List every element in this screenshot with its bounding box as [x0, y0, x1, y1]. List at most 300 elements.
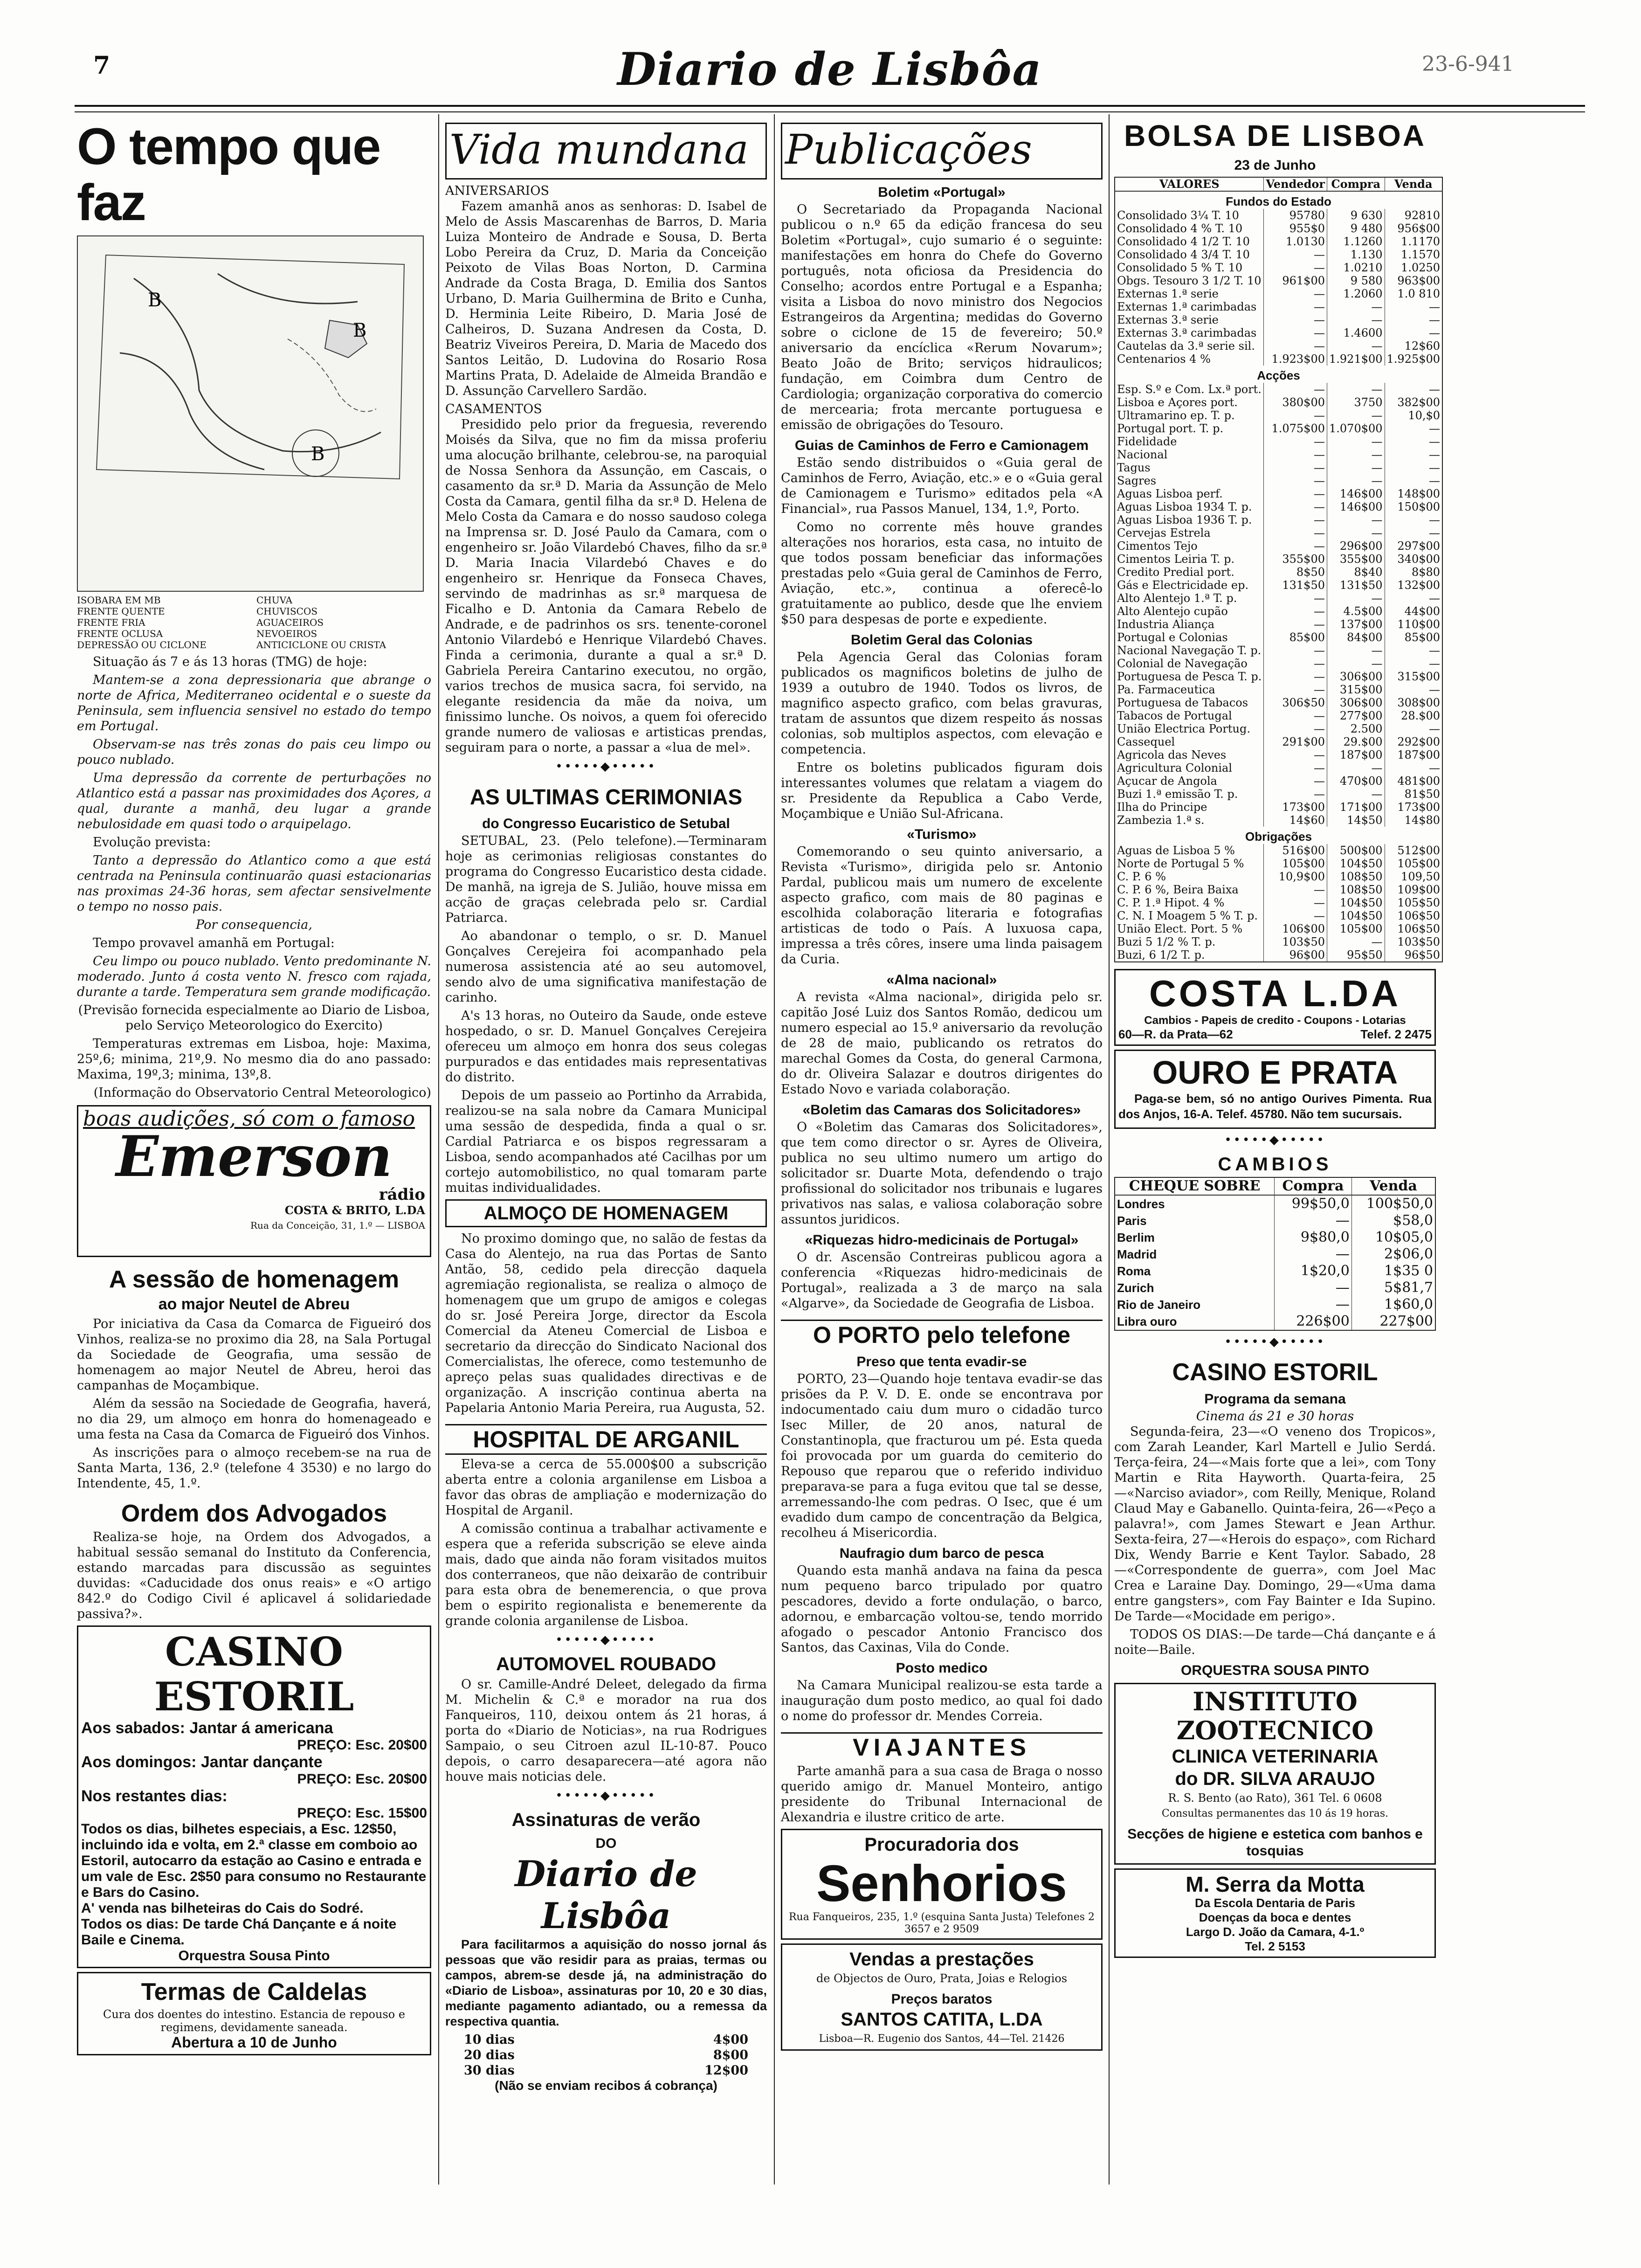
security-sell: 148$00 — [1385, 487, 1442, 500]
table-row — [1115, 448, 1442, 461]
casino-ad — [77, 1625, 431, 1968]
procuradoria-brand: Senhorios — [816, 1855, 1067, 1912]
security-value: — — [1264, 909, 1327, 922]
security-sell: — — [1385, 300, 1442, 313]
security-value: 8$50 — [1264, 566, 1327, 579]
publicacoes-header — [781, 123, 1103, 180]
security-sell: 150$00 — [1385, 500, 1442, 513]
table-row — [1115, 539, 1442, 553]
costa-phone: Telef. 2 2475 — [1360, 1027, 1432, 1041]
column-weather — [77, 119, 431, 2180]
costa-ad — [1114, 969, 1436, 1046]
price-period: 10 dias — [464, 2033, 515, 2047]
motta-line: Doenças da boca e dentes — [1199, 1910, 1351, 1924]
publicacoes-title: Publicações — [785, 125, 1032, 173]
table-row — [1115, 948, 1442, 962]
table-row — [1115, 383, 1442, 396]
ouro-prata-text: Paga-se bem, só no antigo Ourives Pimenta. Rua dos Anjos, 16-A. Telef. 45780. Não tem sucursais. — [1118, 1092, 1432, 1121]
security-value: 380$00 — [1264, 396, 1327, 409]
table-row — [1115, 1195, 1435, 1212]
security-buy: 315$00 — [1327, 683, 1385, 696]
security-sell: — — [1385, 644, 1442, 657]
table-row — [1115, 683, 1442, 696]
security-buy: 108$50 — [1327, 883, 1385, 896]
ultimas-paragraph: Ao abandonar o templo, o sr. D. Manuel Gonçalves Cerejeira foi acompanhado pela numerosa assistencia até ao seu automovel, sendo alvo de uma significativa manifestação de carinho. — [445, 929, 767, 1005]
aniversarios-heading: ANIVERSARIOS — [445, 184, 549, 198]
table-row — [1115, 748, 1442, 761]
security-name: C. P. 1.ª Hipot. 4 % — [1115, 896, 1264, 909]
security-buy: 8$40 — [1327, 566, 1385, 579]
casino-estoril-orchestra: ORQUESTRA SOUSA PINTO — [1181, 1663, 1369, 1678]
table-row — [1115, 248, 1442, 261]
table-row — [1115, 696, 1442, 709]
security-name: Lisboa e Açores port. — [1115, 396, 1264, 409]
boletim-portugal-paragraph: O Secretariado da Propaganda Nacional publicou o n.º 65 da edição francesa do seu Boletim «Portugal», cujo sumario é o seguinte: manifestações em honra do Chefe do Governo português, nota oficiosa da Presidencia do Conselho; acordos entre Portugal e a Espanha; visita a Lisboa do novo ministro dos Negocios Estrangeiros da Argentina; medidas do Governo sobre o ciclone de 15 de fevereiro; 50.º aniversario da encíclica «Rerum Novarum»; Beato João de Brito; serviços hidraulicos; fundação, em Coimbra dum Centro de Cardiologia; organização corporativa do comercio de mercearia; frota mercante portuguesa e emissão de obrigações do Tesouro. — [781, 202, 1103, 432]
currency-buy: 99$50,0 — [1275, 1195, 1352, 1212]
column-rule — [1109, 114, 1110, 2185]
security-name: União Elect. Port. 5 % — [1115, 922, 1264, 935]
table-row — [1115, 487, 1442, 500]
security-value: 103$50 — [1264, 935, 1327, 948]
security-value: — — [1264, 313, 1327, 326]
weather-forecast: Ceu limpo ou pouco nublado. Vento predominante N. moderado. Junto á costa vento N. fresco com rajada, durante a tarde. Temperatura sem grande modificação. — [77, 954, 431, 999]
security-name: Nacional Navegação T. p. — [1115, 644, 1264, 657]
table-row — [1115, 631, 1442, 644]
security-buy: 9 480 — [1327, 222, 1385, 235]
security-buy: 470$00 — [1327, 774, 1385, 788]
security-sell: 132$00 — [1385, 579, 1442, 592]
security-sell: 308$00 — [1385, 696, 1442, 709]
security-buy: 9 630 — [1327, 209, 1385, 222]
currency-sell: 1$60,0 — [1351, 1296, 1435, 1313]
security-value: — — [1264, 618, 1327, 631]
col-header: Compra — [1327, 177, 1385, 191]
weather-paragraph: Tanto a depressão do Atlantico como a que está centrada na Peninsula continuarão quasi estacionarias nas proximas 24-36 horas, sem afectar sensivelmente o tempo no nosso pais. — [77, 853, 431, 914]
security-sell: 105$00 — [1385, 857, 1442, 870]
security-value: — — [1264, 592, 1327, 605]
termas-opening: Abertura a 10 de Junho — [171, 2034, 337, 2051]
sessao-paragraph: Por iniciativa da Casa da Comarca de Figueiró dos Vinhos, realiza-se no proximo dia 28, na Sala Portugal da Sociedade de Geografia, uma sessão de homenagem ao major Neutel de Abreu, heroi das campanhas de Moçambique. — [77, 1317, 431, 1393]
posto-medico-paragraph: Na Camara Municipal realizou-se esta tarde a inauguração dum posto medico, ao qual foi dado o nome do professor dr. Mendes Correia. — [781, 1678, 1103, 1723]
table-row — [1115, 209, 1442, 222]
casino-line: Todos os dias, bilhetes especiais, a Esc. 12$50, incluindo ida e volta, em 2.ª classe em comboio ao Estoril, autocarro da estação ao Casino e entrada e um vale de Esc. 2$50 para consumo no Restaurante e Bars do Casino. — [81, 1821, 427, 1900]
security-buy: 4.5$00 — [1327, 605, 1385, 618]
security-buy: 108$50 — [1327, 870, 1385, 883]
legend-item: FRENTE FRIA — [77, 617, 145, 628]
termas-text: Cura dos doentes do intestino. Estancia de repouso e regimens, devidamente saneada. — [103, 2008, 406, 2034]
security-value: 1.0130 — [1264, 235, 1327, 248]
legend-item: ANTICICLONE OU CRISTA — [256, 639, 386, 650]
cambios-table — [1114, 1177, 1436, 1331]
table-row — [1115, 461, 1442, 474]
table-row — [1115, 814, 1442, 827]
security-value: 955$0 — [1264, 222, 1327, 235]
security-name: Gás e Electricidade ep. — [1115, 579, 1264, 592]
security-name: Alto Alentejo 1.ª T. p. — [1115, 592, 1264, 605]
termas-title: Termas de Caldelas — [141, 1978, 367, 2005]
turismo-paragraph: Comemorando o seu quinto aniversario, a Revista «Turismo», dirigida pelo sr. Antonio Pardal, publicou mais um numero de excelente aspecto grafico, com mais de 80 paginas e escolhida colaboração literaria e fotografias artisticas de todo o País. A luxuosa capa, impressa a três côres, insere uma linda paisagem da Curia. — [781, 844, 1103, 967]
emerson-radio: rádio — [379, 1185, 425, 1204]
table-row — [1115, 422, 1442, 435]
weather-situation: Situação ás 7 e ás 13 horas (TMG) de hoje: — [93, 655, 367, 669]
security-name: Aguas Lisboa perf. — [1115, 487, 1264, 500]
security-value: — — [1264, 774, 1327, 788]
security-name: Portugal port. T. p. — [1115, 422, 1264, 435]
table-row — [1115, 1296, 1435, 1313]
alma-nacional-paragraph: A revista «Alma nacional», dirigida pelo sr. capitão José Luiz dos Santos Romão, dedicou um numero especial ao 15.º aniversario da revolução de 28 de maio, publicando os retratos do marechal Gomes da Costa, do general Carmona, do dr. Oliveira Salazar e doutros dirigentes do Estado Novo e variada colaboração. — [781, 990, 1103, 1097]
security-buy: — — [1327, 657, 1385, 670]
security-value: — — [1264, 474, 1327, 487]
vendas-prices: Preços baratos — [891, 1991, 993, 2007]
security-value: — — [1264, 670, 1327, 683]
table-row — [1115, 857, 1442, 870]
security-sell: — — [1385, 657, 1442, 670]
security-buy: 105$00 — [1327, 922, 1385, 935]
currency-name: Londres — [1115, 1195, 1275, 1212]
instituto-doctor: do DR. SILVA ARAUJO — [1175, 1769, 1375, 1789]
table-row — [1115, 592, 1442, 605]
table-row — [1115, 896, 1442, 909]
security-value: — — [1264, 326, 1327, 339]
emerson-slogan: boas audições, só com o famoso — [83, 1107, 415, 1131]
cambios-table-header — [1115, 1177, 1435, 1195]
security-buy: 9 580 — [1327, 274, 1385, 287]
security-name: Fidelidade — [1115, 435, 1264, 448]
security-name: Externas 1.ª carimbadas — [1115, 300, 1264, 313]
column-rule — [774, 114, 775, 2185]
hospital-headline: HOSPITAL DE ARGANIL — [445, 1424, 767, 1455]
security-value: 1.923$00 — [1264, 353, 1327, 366]
table-row — [1115, 553, 1442, 566]
security-value: 105$00 — [1264, 857, 1327, 870]
advogados-headline: Ordem dos Advogados — [121, 1500, 387, 1527]
security-name: Cautelas da 3.ª serie sil. — [1115, 339, 1264, 353]
security-sell: 8$80 — [1385, 566, 1442, 579]
security-sell: 110$00 — [1385, 618, 1442, 631]
map-legend — [77, 595, 431, 650]
bolsa-table — [1114, 177, 1443, 962]
sessao-headline: A sessão de homenagem — [109, 1266, 400, 1293]
riquezas-heading: «Riquezas hidro-medicinais de Portugal» — [805, 1232, 1079, 1248]
price-row — [464, 2032, 748, 2047]
security-name: C. P. 6 % — [1115, 870, 1264, 883]
porto-headline: O PORTO pelo telefone — [781, 1320, 1103, 1349]
currency-buy: — — [1275, 1212, 1352, 1229]
table-row — [1115, 500, 1442, 513]
currency-name: Berlim — [1115, 1229, 1275, 1246]
guias-heading: Guias de Caminhos de Ferro e Camionagem — [794, 438, 1089, 453]
security-value: — — [1264, 500, 1327, 513]
table-row — [1115, 513, 1442, 526]
security-name: Externas 3.ª carimbadas — [1115, 326, 1264, 339]
col-header: VALORES — [1115, 177, 1264, 191]
security-value: 85$00 — [1264, 631, 1327, 644]
ultimas-paragraph: A's 13 horas, no Outeiro da Saude, onde esteve hospedado, o sr. D. Manuel Gonçalves Cerejeira ofereceu um almoço em honra dos seus colegas purpurados e das entidades mais representativas do distrito. — [445, 1009, 767, 1085]
isobar-line — [218, 274, 358, 304]
posto-medico-heading: Posto medico — [896, 1660, 988, 1676]
cambios-table-body — [1115, 1195, 1435, 1330]
ornament-divider: •••••◆••••• — [1224, 1133, 1326, 1147]
price-row — [464, 2063, 748, 2078]
legend-item: DEPRESSÃO OU CICLONE — [77, 639, 207, 650]
price-row — [464, 2047, 748, 2063]
vendas-title: Vendas a prestações — [849, 1949, 1034, 1970]
ouro-prata-ad — [1114, 1050, 1436, 1129]
motta-line: Da Escola Dentaria de Paris — [1195, 1896, 1355, 1910]
ornament-divider: •••••◆••••• — [555, 1633, 657, 1647]
legend-item: NEVOEIROS — [256, 628, 317, 639]
security-buy: 1.2060 — [1327, 287, 1385, 300]
table-row — [1115, 735, 1442, 748]
table-section-row — [1115, 366, 1442, 383]
assinaturas-paper: Diario de Lisbôa — [515, 1853, 697, 1936]
instituto-ad — [1114, 1683, 1436, 1865]
boletim-camaras-paragraph: O «Boletim das Camaras dos Solicitadores», que tem como director o sr. Ayres de Oliveira, publica no seu ultimo numero um artigo do solicitador sr. Duarte Mota, defendendo o trajo profissional do solicitador nos tribunais e lugares privativos nas salas, e valiosa colaboração sobre assuntos juridicos. — [781, 1120, 1103, 1227]
security-sell: 1.0 810 — [1385, 287, 1442, 300]
security-sell: 173$00 — [1385, 801, 1442, 814]
currency-sell: 100$50,0 — [1351, 1195, 1435, 1212]
ornament-divider: •••••◆••••• — [1224, 1335, 1326, 1349]
table-section-heading: Fundos do Estado — [1115, 191, 1442, 209]
security-sell: — — [1385, 326, 1442, 339]
security-name: Portuguesa de Tabacos — [1115, 696, 1264, 709]
table-row — [1115, 761, 1442, 774]
table-row — [1115, 287, 1442, 300]
table-row — [1115, 670, 1442, 683]
security-name: Consolidado 4 3/4 T. 10 — [1115, 248, 1264, 261]
security-buy: — — [1327, 383, 1385, 396]
guias-paragraph: Como no corrente mês houve grandes alterações nos horarios, esta casa, no intuito de que todos possam beneficiar das informações prestadas pelo «Guia geral de Caminhos de Ferro, Aviação, etc.», continua a oferecê-lo gratuitamente ao publico, desde que lhe enviem $50 para despesas de porte e expediente. — [781, 520, 1103, 627]
currency-sell: 1$35 0 — [1351, 1263, 1435, 1279]
security-value: — — [1264, 461, 1327, 474]
security-buy: 1.921$00 — [1327, 353, 1385, 366]
security-name: Externas 3.ª serie — [1115, 313, 1264, 326]
security-buy: 95$50 — [1327, 948, 1385, 962]
casino-estoril-todos: TODOS OS DIAS:—De tarde—Chá dançante e á noite—Baile. — [1114, 1627, 1436, 1657]
security-value: — — [1264, 513, 1327, 526]
security-value: 291$00 — [1264, 735, 1327, 748]
instituto-clinic: CLINICA VETERINARIA — [1172, 1746, 1379, 1767]
instituto-sections: Secções de higiene e estetica com banhos e tosquias — [1127, 1826, 1423, 1859]
isobar-line — [120, 353, 264, 470]
aniversarios-paragraph: Fazem amanhã anos as senhoras: D. Isabel de Melo de Assis Mascarenhas de Barros, D. Maria Luiza Monteiro de Andrade e Sousa, D. Berta Lobo Pereira da Cruz, D. Maria da Conceição Peixoto de Vilas Boas Norton, D. Carmina Andrade da Costa Braga, D. Emilia dos Santos Urbano, D. Maria Guilhermina de Brito e Cunha, D. Herminia Leite Ribeiro, D. Maria José de Calheiros, D. Suzana Andresen da Costa, D. Beatriz Viveiros Pereira, D. Maria de Macedo dos Santos Leitão, D. Ludovina do Rosario Rosa Martins Prata, D. Adelaide de Almeida Brandão e D. Assunção Carvellero Sardão. — [445, 199, 767, 398]
ornament-divider: •••••◆••••• — [555, 760, 657, 774]
security-buy: — — [1327, 448, 1385, 461]
table-row — [1115, 409, 1442, 422]
security-buy: 14$50 — [1327, 814, 1385, 827]
security-buy: 29.$00 — [1327, 735, 1385, 748]
table-row — [1115, 313, 1442, 326]
col-header: Venda — [1351, 1177, 1435, 1195]
casino-line: Aos domingos: Jantar dançante — [81, 1753, 323, 1771]
security-name: União Electrica Portug. — [1115, 722, 1264, 735]
table-row — [1115, 605, 1442, 618]
security-sell: 956$00 — [1385, 222, 1442, 235]
security-value: — — [1264, 339, 1327, 353]
security-name: Ilha do Principe — [1115, 801, 1264, 814]
security-name: Buzi, 6 1/2 T. p. — [1115, 948, 1264, 962]
sessao-subheadline: ao major Neutel de Abreu — [158, 1295, 350, 1313]
security-buy: 500$00 — [1327, 844, 1385, 857]
legend-item: FRENTE QUENTE — [77, 606, 165, 617]
security-name: Obgs. Tesouro 3 1/2 T. 10 — [1115, 274, 1264, 287]
masthead-rule — [75, 105, 1585, 112]
sessao-paragraph: As inscrições para o almoço recebem-se na rua de Santa Marta, 136, 2.º (telefone 4 3530) e no largo do Intendente, 45, 1.º. — [77, 1445, 431, 1491]
security-buy: 1.4600 — [1327, 326, 1385, 339]
vida-mundana-header — [445, 123, 767, 180]
security-buy: — — [1327, 461, 1385, 474]
guias-paragraph: Estão sendo distribuidos o «Guia geral de Caminhos de Ferro, Aviação, etc.» e o «Guia geral de Camionagem e Turismo» editados pela «A Financial», rua Passos Manuel, 134, 1.º, Porto. — [781, 456, 1103, 516]
table-row — [1115, 801, 1442, 814]
security-value: — — [1264, 448, 1327, 461]
security-buy: 3750 — [1327, 396, 1385, 409]
security-sell: 96$50 — [1385, 948, 1442, 962]
security-name: Agricola das Neves — [1115, 748, 1264, 761]
security-buy: — — [1327, 761, 1385, 774]
security-buy: 1.130 — [1327, 248, 1385, 261]
weather-consequence: Por consequencia, — [196, 918, 312, 932]
security-name: C. P. 6 %, Beira Baixa — [1115, 883, 1264, 896]
table-row — [1115, 1263, 1435, 1279]
procuradoria-address: Rua Fanqueiros, 235, 1.º (esquina Santa Justa) Telefones 2 3657 e 2 9509 — [788, 1911, 1095, 1935]
table-row — [1115, 1212, 1435, 1229]
weather-map-drawing — [78, 236, 423, 591]
table-row — [1115, 774, 1442, 788]
security-buy: 1.0210 — [1327, 261, 1385, 274]
security-sell: — — [1385, 722, 1442, 735]
security-buy: — — [1327, 788, 1385, 801]
security-value: — — [1264, 261, 1327, 274]
colonias-paragraph: Pela Agencia Geral das Colonias foram publicados os magnificos boletins de julho de 1939 a outubro de 1940. Todos os livros, de magnifico aspecto grafico, com belas gravuras, tratam de assuntos que dizem respeito ás nossas colonias, sob multiplos aspectos, com elevação e competencia. — [781, 650, 1103, 757]
costa-services: Cambios - Papeis de credito - Coupons - Lotarias — [1144, 1014, 1406, 1027]
security-sell: 315$00 — [1385, 670, 1442, 683]
table-row — [1115, 1229, 1435, 1246]
security-value: 131$50 — [1264, 579, 1327, 592]
table-row — [1115, 788, 1442, 801]
viajantes-paragraph: Parte amanhã para a sua casa de Braga o nosso querido amigo dr. Manuel Monteiro, antigo presidente do Tribunal Internacional de Alexandria e ilustre critico de arte. — [781, 1764, 1103, 1825]
instituto-title: INSTITUTO ZOOTECNICO — [1176, 1687, 1374, 1745]
security-sell: — — [1385, 526, 1442, 539]
security-buy: — — [1327, 339, 1385, 353]
table-row — [1115, 435, 1442, 448]
weather-paragraph: Mantem-se a zona depressionaria que abrange o norte de Africa, Mediterraneo ocidental e o sueste da Peninsula, sem influencia sensivel no estado do tempo em Portugal. — [77, 673, 431, 733]
security-buy: — — [1327, 409, 1385, 422]
security-name: Consolidado 3¼ T. 10 — [1115, 209, 1264, 222]
weather-source: (Previsão fornecida especialmente ao Diario de Lisboa, pelo Serviço Meteorologico do Exercito) — [78, 1003, 430, 1033]
security-buy: 306$00 — [1327, 696, 1385, 709]
table-row — [1115, 566, 1442, 579]
currency-sell: 227$00 — [1351, 1313, 1435, 1330]
legend-item: FRENTE OCLUSA — [77, 628, 163, 639]
casino-price: PREÇO: Esc. 15$00 — [297, 1805, 427, 1821]
security-name: Sagres — [1115, 474, 1264, 487]
weather-paragraph: Observam-se nas três zonas do pais ceu limpo ou pouco nublado. — [77, 737, 431, 767]
security-name: Cimentos Tejo — [1115, 539, 1264, 553]
security-sell: 1.0250 — [1385, 261, 1442, 274]
sessao-paragraph: Além da sessão na Sociedade de Geografia, haverá, no dia 29, um almoço em honra do homenageado e uma festa na Casa da Comarca de Figueiró dos Vinhos. — [77, 1397, 431, 1442]
currency-name: Madrid — [1115, 1246, 1275, 1263]
emerson-address: Rua da Conceição, 31, 1.º — LISBOA — [250, 1220, 425, 1231]
security-value: 14$60 — [1264, 814, 1327, 827]
casino-line: Todos os dias: De tarde Chá Dançante e á noite Baile e Cinema. — [81, 1916, 397, 1948]
casino-price: PREÇO: Esc. 20$00 — [297, 1771, 427, 1787]
ultimas-cerimonias-headline: AS ULTIMAS CERIMONIAS — [469, 785, 743, 809]
table-row — [1115, 1279, 1435, 1296]
table-section-row — [1115, 191, 1442, 209]
motta-line: Largo D. João da Camara, 4-1.º — [1186, 1925, 1365, 1939]
ornament-divider: •••••◆••••• — [555, 1789, 657, 1803]
emerson-brand: Emerson — [116, 1124, 393, 1189]
casamentos-paragraph: Presidido pelo prior da freguesia, reverendo Moisés da Silva, que no fim da missa proferiu uma alocução brilhante, celebrou-se, na paroquial de Nossa Senhora da Assunção, em Cascais, o casamento da sr.ª D. Maria da Assunção de Melo Costa da Camara, gentil filha da sr.ª D. Helena de Melo Costa da Camara e do nosso saudoso colega na Imprensa sr. D. José Paulo da Camara, com o engenheiro sr. João Vilardebó Chaves, filho da sr.ª D. Maria Inacia Vilardebó Chaves e do engenheiro sr. Henrique da Fonseca Chaves, servindo de madrinhas as sr.ª marquesa de Ficalho e D. Antonia da Camara Rebelo de Andrade, e de padrinhos os srs. tenente-coronel Antonio Vilardebó e Henrique Vilardebó Chaves. Finda a cerimonia, durante a qual a sr.ª D. Gabriela Pereira Cantarino executou, no orgão, varios trechos de musica sacra, foi servido, na elegante residencia da mãe da noiva, um finissimo lunche. Os noivos, a quem foi oferecido grande numero de valiosas e artisticas prendas, seguiram para o norte, a passar a «lua de mel». — [445, 417, 767, 755]
hospital-paragraph: A comissão continua a trabalhar activamente e espera que a referida subscrição se eleve ainda mais, dado que ainda não foram visitados muitos dos conterraneos, que não deixarão de contribuir para esta obra de benemerencia, o que prova bem o espirito regionalista e benemerente da grande colonia arganilense de Lisboa. — [445, 1521, 767, 1628]
weather-map — [77, 235, 424, 592]
instituto-address: R. S. Bento (ao Rato), 361 Tel. 6 0608 — [1168, 1791, 1382, 1805]
security-sell: 963$00 — [1385, 274, 1442, 287]
almoco-headline: ALMOÇO DE HOMENAGEM — [483, 1203, 729, 1224]
security-name: Portugal e Colonias — [1115, 631, 1264, 644]
security-name: Consolidado 5 % T. 10 — [1115, 261, 1264, 274]
currency-buy: 226$00 — [1275, 1313, 1352, 1330]
security-value: 106$00 — [1264, 922, 1327, 935]
almoco-header — [445, 1199, 767, 1227]
table-row — [1115, 300, 1442, 313]
price-period: 20 dias — [464, 2048, 515, 2062]
security-value: — — [1264, 300, 1327, 313]
casino-estoril-title: CASINO ESTORIL — [1172, 1359, 1378, 1386]
table-section-row — [1115, 827, 1442, 844]
security-name: Buzi 5 1/2 % T. p. — [1115, 935, 1264, 948]
currency-name: Zurich — [1115, 1279, 1275, 1296]
advogados-paragraph: Realiza-se hoje, na Ordem dos Advogados, a habitual sessão semanal do Instituto da Conferencia, estando marcadas para discussão as seguintes duvidas: «Caducidade dos onus reais» e «O artigo 842.º do Codigo Civil é aplicavel á solidariedade passiva?». — [77, 1530, 431, 1621]
security-sell: 105$50 — [1385, 896, 1442, 909]
table-row — [1115, 579, 1442, 592]
termas-ad — [77, 1972, 431, 2055]
column-vida-mundana — [445, 119, 767, 2180]
casino-orchestra: Orquestra Sousa Pinto — [178, 1948, 330, 1964]
security-value: 173$00 — [1264, 801, 1327, 814]
legend-item: CHUVA — [256, 595, 293, 606]
casino-line: Nos restantes dias: — [81, 1787, 228, 1805]
security-name: Portuguesa de Pesca T. p. — [1115, 670, 1264, 683]
table-row — [1115, 657, 1442, 670]
security-sell: 1.1570 — [1385, 248, 1442, 261]
security-name: Consolidado 4 1/2 T. 10 — [1115, 235, 1264, 248]
assinaturas-do: DO — [595, 1836, 617, 1851]
security-buy: 277$00 — [1327, 709, 1385, 722]
table-row — [1115, 222, 1442, 235]
table-row — [1115, 883, 1442, 896]
security-value: 961$00 — [1264, 274, 1327, 287]
security-value: — — [1264, 435, 1327, 448]
security-buy: 1.070$00 — [1327, 422, 1385, 435]
instituto-hours: Consultas permanentes das 10 ás 19 horas. — [1161, 1808, 1389, 1819]
currency-buy: — — [1275, 1296, 1352, 1313]
legend-item: AGUACEIROS — [256, 617, 324, 628]
price-period: 30 dias — [464, 2063, 515, 2078]
table-row — [1115, 353, 1442, 366]
map-frame — [97, 255, 404, 479]
vendas-ad — [781, 1943, 1103, 2051]
price-value: 8$00 — [713, 2048, 748, 2062]
weather-info-source: (Informação do Observatorio Central Meteorologico) — [93, 1086, 431, 1100]
casino-line: Aos sabados: Jantar á americana — [81, 1719, 333, 1737]
bolsa-table-body — [1115, 191, 1442, 962]
security-name: Alto Alentejo cupão — [1115, 605, 1264, 618]
security-buy: — — [1327, 474, 1385, 487]
isobar-line — [134, 278, 381, 452]
security-buy: 131$50 — [1327, 579, 1385, 592]
page-number: 7 — [93, 51, 110, 80]
